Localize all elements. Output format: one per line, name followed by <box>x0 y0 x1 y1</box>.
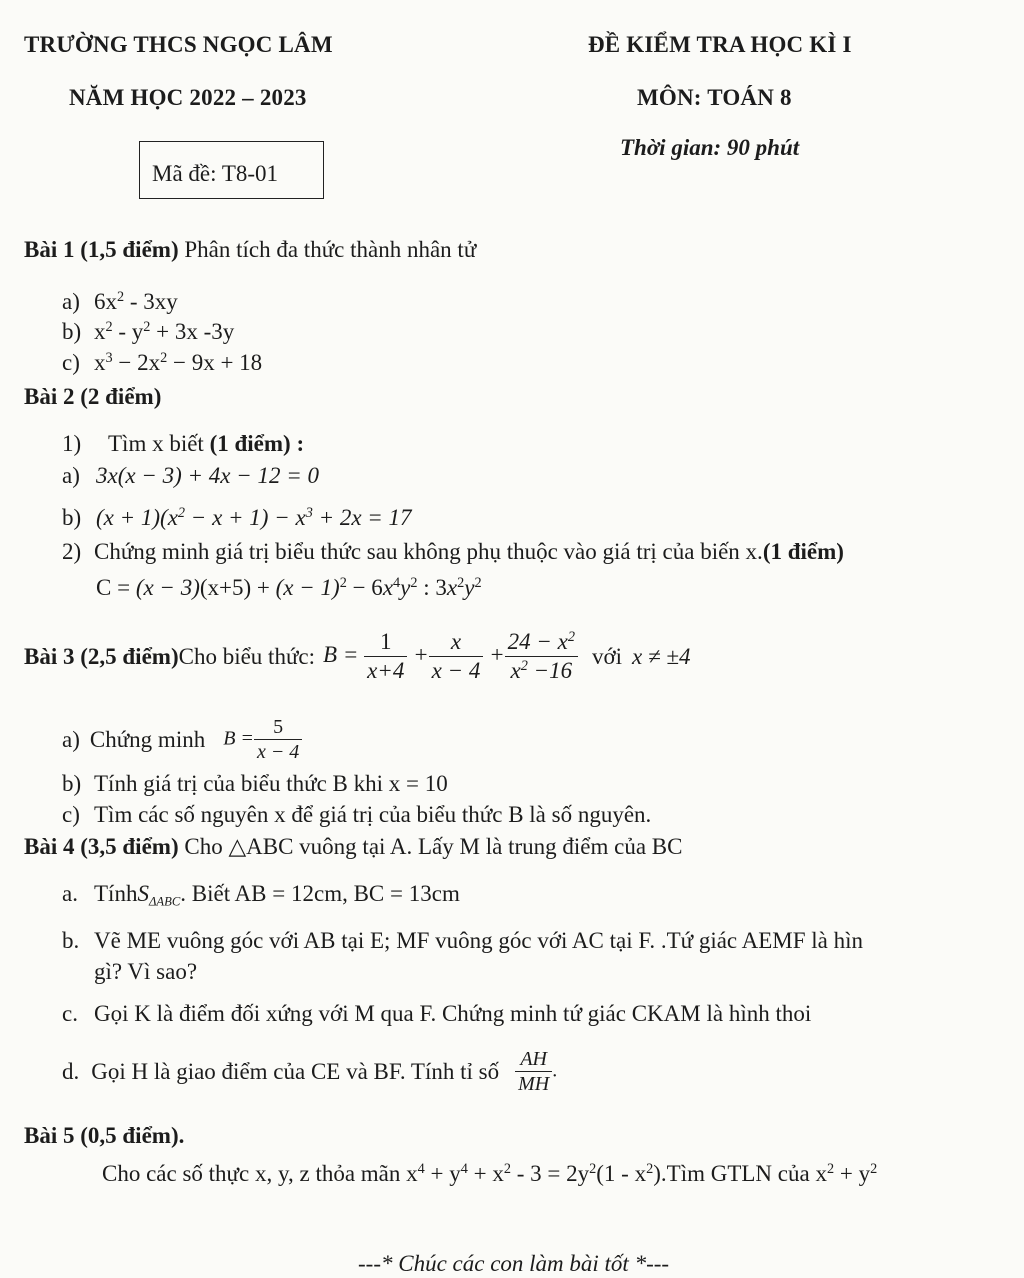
school-year: NĂM HỌC 2022 – 2023 <box>69 85 307 110</box>
bai5-text <box>102 1160 877 1188</box>
bai1-c-expr: $x^3 - 2x^2 - 9x + 18$ <box>94 350 263 375</box>
bai2-a-label: a) <box>62 463 80 488</box>
bai2-p2-points: (1 điểm) <box>762 539 844 564</box>
bai3-b-text: Tính giá trị của biểu thức B khi x = 10 <box>94 771 448 796</box>
frac-1-over-x-plus-4: $\frac{1}{x+4}$ <box>364 629 407 684</box>
bai2-c-expression: $C = (x - 3)(x+5) + (x - 1)^2 - 6x^4y^2$ : $3x^2y^2$ <box>96 575 482 600</box>
bai4-b-text2: gì? Vì sao? <box>94 959 198 984</box>
bai2-p2-label: 2) <box>62 539 82 564</box>
bai4-title: Bài 4 (3,5 điểm) <box>24 834 179 859</box>
frac-24-minus-x2: $\frac{24 - x^2}{x^2 -16}$ <box>505 629 578 684</box>
exam-code: Mã đề: T8-01 <box>152 161 279 186</box>
bai1-c-label: c) <box>62 350 80 375</box>
bai5-text-mid: .Tìm GTLN của <box>660 1161 816 1186</box>
bai1-b-expr: $x^2 - y^2 + 3x$ -3y <box>94 319 235 344</box>
bai2-b-equation: $(x + 1)(x^2 - x + 1) - x^3 + 2x = 17$ <box>96 505 412 530</box>
subject: MÔN: TOÁN 8 <box>637 85 792 110</box>
bai4-a-post: . Biết AB = 12cm, BC = 13cm <box>180 881 460 906</box>
exam-time: Thời gian: 90 phút <box>620 135 800 160</box>
school-name: TRƯỜNG THCS NGỌC LÂM <box>24 32 333 57</box>
bai4-b-text1: Vẽ ME vuông góc với AB tại E; MF vuông góc với AC tại F. .Tứ giác AEMF là hìn <box>94 928 864 953</box>
bai2-p1-label: 1) <box>62 431 82 456</box>
bai2-p1 <box>108 430 304 458</box>
frac-x-over-x-minus-4: $\frac{x}{x - 4}$ <box>429 629 484 684</box>
bai4-c-text: Gọi K là điểm đối xứng với M qua F. Chứng minh tứ giác CKAM là hình thoi <box>94 1001 812 1026</box>
bai2-a-equation: 3x(x − 3) + 4x − 12 = 0 <box>96 463 320 488</box>
bai2-p1-text: Tìm x biết <box>108 431 210 456</box>
bai4-a-pre: Tính <box>94 881 138 906</box>
bai4-a <box>94 880 460 908</box>
bai3-text: Cho biểu thức: <box>178 644 316 670</box>
bai3-voi: với <box>591 644 623 670</box>
bai2-p1-points: (1 điểm) : <box>209 431 305 456</box>
exam-title: ĐỀ KIỂM TRA HỌC KÌ I <box>588 32 852 57</box>
bai3-heading <box>24 630 691 684</box>
bai3-a <box>62 710 302 770</box>
bai1-heading <box>24 236 476 264</box>
bai5-target: $x^2 + y^2$ <box>815 1161 878 1186</box>
bai1-text: Phân tích đa thức thành nhân tử <box>178 237 477 262</box>
bai3-b-label: b) <box>62 771 82 796</box>
bai4-d-text: Gọi H là giao điểm của CE và BF. Tính tỉ số <box>91 1059 500 1085</box>
bai5-text-pre: Cho các số thực x, y, z thỏa mãn <box>102 1161 407 1186</box>
bai5-condition: $x^4 + y^4 + x^2 - 3 = 2y^2(1 - x^2)$ <box>406 1161 661 1186</box>
bai3-title: Bài 3 (2,5 điểm) <box>24 644 179 670</box>
bai4-text: Cho △ABC vuông tại A. Lấy M là trung điểm của BC <box>178 834 683 859</box>
bai4-d <box>62 1044 557 1100</box>
bai2-b-label: b) <box>62 505 82 530</box>
bai3-c-text: Tìm các số nguyên x để giá trị của biểu thức B là số nguyên. <box>94 802 652 827</box>
bai4-b-label: b. <box>62 928 80 953</box>
footer-wish: ---* Chúc các con làm bài tốt *--- <box>358 1251 670 1276</box>
bai3-a-expression: B = $\frac{5}{x - 4}$ <box>223 716 302 764</box>
bai5-title: Bài 5 (0,5 điểm). <box>24 1123 185 1148</box>
bai2-p2 <box>94 538 844 566</box>
bai1-a-label: a) <box>62 289 80 314</box>
bai4-d-label: d. <box>62 1059 80 1085</box>
bai2-p2-text: Chứng minh giá trị biểu thức sau không phụ thuộc vào giá trị của biến x. <box>94 539 763 564</box>
bai1-title: Bài 1 (1,5 điểm) <box>24 237 179 262</box>
bai3-a-label: a) <box>62 727 80 753</box>
bai4-heading <box>24 833 682 861</box>
bai4-a-label: a. <box>62 881 78 906</box>
bai4-c-label: c. <box>62 1001 78 1026</box>
bai1-a-expr: $6x^2 - 3xy$ <box>94 289 178 314</box>
bai2-title: Bài 2 (2 điểm) <box>24 384 162 409</box>
frac-ah-over-mh: $\frac{AH}{MH}$ . <box>515 1048 557 1096</box>
bai3-c-label: c) <box>62 802 80 827</box>
bai3-condition: x ≠ ±4 <box>632 644 691 670</box>
area-symbol: $S_{\Delta ABC}$ <box>137 881 181 909</box>
bai3-expression: B = $\frac{1}{x+4}$ + $\frac{x}{x - 4}$ + $\frac{24 - x^2}{x^2 -16}$ <box>323 629 578 684</box>
bai1-b-label: b) <box>62 319 82 344</box>
bai3-a-text: Chứng minh <box>89 727 206 753</box>
